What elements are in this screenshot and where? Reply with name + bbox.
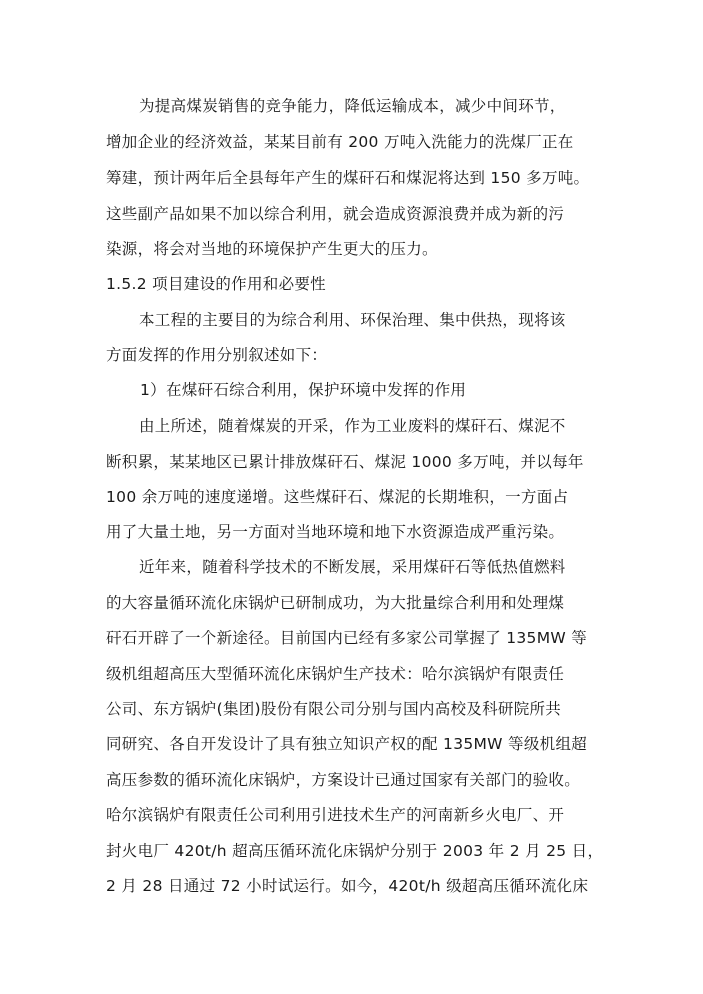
section-heading: 1.5.2 项目建设的作用和必要性 [106,275,326,293]
paragraph-line: 用了大量土地，另一方面对当地环境和地下水资源造成严重污染。 [106,523,565,541]
paragraph-line: 本工程的主要目的为综合利用、环保治理、集中供热，现将该 [139,311,566,329]
paragraph-line: 这些副产品如果不加以综合利用，就会造成资源浪费并成为新的污 [106,205,565,223]
paragraph-line: 2 月 28 日通过 72 小时试运行。如今，420t/h 级超高压循环流化床 [106,877,589,895]
paragraph-line: 同研究、各自开发设计了具有独立知识产权的配 135MW 等级机组超 [106,735,588,753]
paragraph-line: 的大容量循环流化床锅炉已研制成功，为大批量综合利用和处理煤 [106,594,565,612]
paragraph-line: 断积累，某某地区已累计排放煤矸石、煤泥 1000 多万吨，并以每年 [106,453,584,471]
paragraph-line: 哈尔滨锅炉有限责任公司利用引进技术生产的河南新乡火电厂、开 [106,806,565,824]
paragraph-line: 近年来，随着科学技术的不断发展，采用煤矸石等低热值燃料 [139,558,566,576]
paragraph-line: 100 余万吨的速度递增。这些煤矸石、煤泥的长期堆积，一方面占 [106,488,569,506]
paragraph-line: 公司、东方锅炉(集团)股份有限公司分别与国内高校及科研院所共 [106,700,562,718]
paragraph-line: 封火电厂 420t/h 超高压循环流化床锅炉分别于 2003 年 2 月 25 日， [106,842,604,860]
paragraph-line: 方面发挥的作用分别叙述如下： [106,346,328,364]
paragraph-line: 增加企业的经济效益，某某目前有 200 万吨入洗能力的洗煤厂正在 [106,133,574,151]
paragraph-line: 筹建，预计两年后全县每年产生的煤矸石和煤泥将达到 150 多万吨。 [106,169,590,187]
paragraph-line: 由上所述，随着煤炭的开采，作为工业废料的煤矸石、煤泥不 [139,417,566,435]
paragraph-line: 为提高煤炭销售的竞争能力，降低运输成本，减少中间环节， [139,97,566,115]
paragraph-line: 矸石开辟了一个新途径。目前国内已经有多家公司掌握了 135MW 等 [106,629,588,647]
paragraph-line: 染源，将会对当地的环境保护产生更大的压力。 [106,240,438,258]
paragraph-line: 级机组超高压大型循环流化床锅炉生产技术：哈尔滨锅炉有限责任 [106,665,565,683]
paragraph-line: 高压参数的循环流化床锅炉，方案设计已通过国家有关部门的验收。 [106,771,581,789]
list-item-heading: 1）在煤矸石综合利用，保护环境中发挥的作用 [140,381,467,399]
